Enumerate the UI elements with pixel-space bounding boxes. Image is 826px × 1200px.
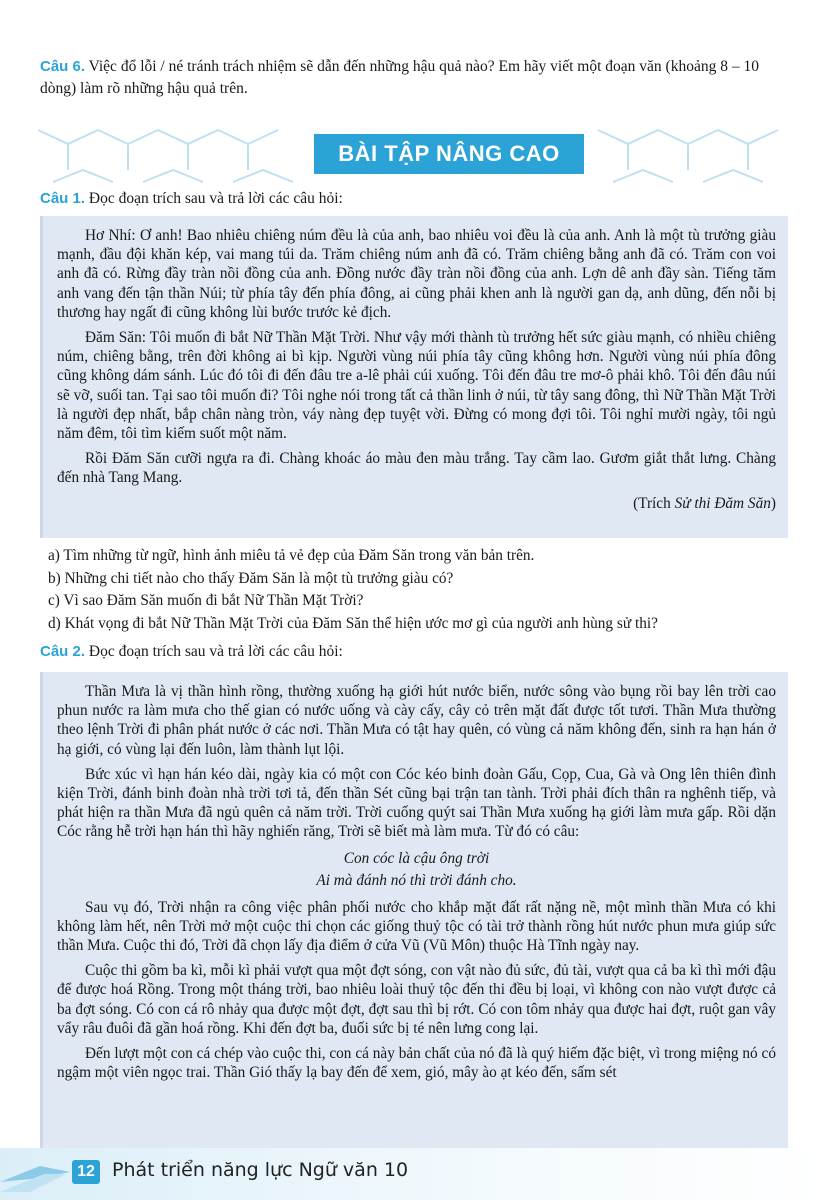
question-1-text: Đọc đoạn trích sau và trả lời các câu hỏi:: [85, 190, 343, 207]
book-title: Phát triển năng lực Ngữ văn 10: [112, 1159, 409, 1181]
source-suffix: ): [770, 494, 776, 512]
source-prefix: (Trích: [633, 494, 675, 512]
question-6-label: Câu 6.: [40, 58, 86, 75]
page-footer: [0, 1148, 826, 1200]
section-banner: [38, 120, 786, 186]
passage-box-2: [40, 672, 788, 1148]
question-1-label: Câu 1.: [40, 190, 86, 207]
passage-2-paragraph: Thần Mưa là vị thần hình rồng, thường xuống hạ giới hút nước biển, nước sông vào bụng rồi bay lên trời cao phun nước ra làm mưa cho thế gian có nước uống và cày cấy, cây cỏ trên mặt đất được tốt tươi. Thần Mưa thường theo lệnh Trời đi phân phát nước ở các nơi. Thần Mưa có tật hay quên, có vùng cả năm không đến, sinh ra hạn hán ở hạ giới, có vùng lại đến luôn, làm thành lụt lội.: [57, 683, 776, 758]
subquestion: b) Những chi tiết nào cho thấy Đăm Săn là một tù trưởng giàu có?: [48, 569, 454, 587]
question-2-heading: [40, 641, 343, 663]
question-1-heading: [40, 188, 343, 210]
passage-2-paragraph: Đến lượt một con cá chép vào cuộc thi, con cá này bản chất của nó đã là quý hiếm đặc biệt, vì trong miệng nó có ngậm một viên ngọc trai. Thần Gió thấy lạ bay đến để xem, gió, mây ào ạt kéo đến, sấm sét: [57, 1045, 776, 1082]
question-2-label: Câu 2.: [40, 643, 86, 660]
subquestion: a) Tìm những từ ngữ, hình ảnh miêu tả vẻ đẹp của Đăm Săn trong văn bản trên.: [48, 547, 535, 564]
question-2-text: Đọc đoạn trích sau và trả lời các câu hỏi:: [85, 643, 343, 660]
passage-1-paragraph: Hơ Nhí: Ơ anh! Bao nhiêu chiêng núm đều là của anh, bao nhiêu voi đều là của anh. Anh là một tù trưởng giàu mạnh, đầu đội khăn kép, vai mang túi da. Trăm chiêng núm anh đã có. Trăm chiêng bằng anh đã có. Trăm con voi anh đã có. Rừng đầy tràn nồi đồng của anh. Đồng nước đầy tràn nồi đồng của anh. Lợn dê anh đầy sàn. Tiếng tăm anh vang đến tận thần Núi; từ phía tây đến phía đông, ai cũng phải khen anh là người gan dạ, anh dũng, đến nỗi bị thương hay ngất đi cũng không lùi bước trước kẻ địch.: [57, 227, 776, 321]
poem-line: Ai mà đánh nó thì trời đánh cho.: [316, 871, 517, 889]
passage-2-paragraph: Bức xúc vì hạn hán kéo dài, ngày kia có một con Cóc kéo binh đoàn Gấu, Cọp, Cua, Gà và Ong lên thiên đình kiện Trời, đánh binh đoàn nhà trời tơi tả, đến thần Sét cũng bại trận tan tành. Trời phải đích thân ra nghênh tiếp, và phát hiện ra thần Mưa đã ngủ quên cả năm trời. Trời cuống quýt sai Thần Mưa xuống hạ giới làm mưa gấp. Rồi dặn Cóc rằng hễ trời hạn hán thì hãy nghiến răng, Trời sẽ biết mà làm mưa. Từ đó có câu:: [57, 765, 776, 841]
page-number: 12: [72, 1160, 100, 1184]
subquestion: c) Vì sao Đăm Săn muốn đi bắt Nữ Thần Mặt Trời?: [48, 592, 364, 609]
question-1-subquestions: [48, 545, 788, 635]
passage-box-1: [40, 216, 788, 538]
question-6: [40, 56, 790, 100]
source-title: Sử thi Đăm Săn: [674, 494, 771, 512]
arrow-icon: [0, 1148, 70, 1200]
section-title: BÀI TẬP NÂNG CAO: [314, 134, 584, 174]
poem-line: Con cóc là cậu ông trời: [343, 849, 490, 867]
subquestion: d) Khát vọng đi bắt Nữ Thần Mặt Trời của Đăm Săn thể hiện ước mơ gì của người anh hùng sử thi?: [48, 614, 658, 632]
passage-1-source: [57, 494, 776, 513]
passage-1-paragraph: Đăm Săn: Tôi muốn đi bắt Nữ Thần Mặt Trời. Như vậy mới thành tù trưởng hết sức giàu mạnh, có nhiều chiêng núm, chiêng bằng, trên đời không ai bì kịp. Người vùng núi phía tây cũng không hơn. Người vùng núi phía đông cũng không dám sánh. Lúc đó tôi đi đến đâu tre a-lê phải cúi xuống. Tôi đến đâu tre mơ-ô phải khô. Tôi đến đâu núi sẽ vỡ, suối tan. Tại sao tôi muốn đi? Tôi nghe nói trong tất cả thần linh ở núi, từ tây sang đông, thì Nữ Thần Mặt Trời là người đẹp nhất, bắp chân nàng tròn, váy nàng đẹp tuyệt vời. Đừng có mong đợi tôi. Tôi nghỉ mười ngày, tôi ngủ năm đêm, tôi tìm kiếm suốt một năm.: [57, 329, 776, 443]
question-6-text: Việc đổ lỗi / né tránh trách nhiệm sẽ dẫn đến những hậu quả nào? Em hãy viết một đoạn văn (khoảng 8 – 10 dòng) làm rõ những hậu quả trên.: [40, 58, 759, 97]
passage-2-paragraph: Cuộc thi gồm ba kì, mỗi kì phải vượt qua một đợt sóng, con vật nào đủ sức, đủ tài, vượt qua cả ba kì thì mới đậu để được hoá Rồng. Trong một tháng trời, bao nhiêu loài thuỷ tộc đến thi đều bị loại, vì không con nào vượt được cả ba đợt sóng. Có con cá rô nhảy qua được một đợt, đợt sau thì bị rớt. Có con tôm nhảy qua được hai đợt, ruột gan vây vẩy râu đuôi đã gần hoá rồng. Khi đến đợt ba, đuối sức bị té nên lưng cong lại.: [57, 962, 776, 1037]
passage-1-paragraph: Rồi Đăm Săn cưỡi ngựa ra đi. Chàng khoác áo màu đen màu trắng. Tay cầm lao. Gươm giắt thắt lưng. Chàng đến nhà Tang Mang.: [57, 450, 776, 487]
passage-2-paragraph: Sau vụ đó, Trời nhận ra công việc phân phối nước cho khắp mặt đất rất nặng nề, một mình thần Mưa có khi không làm hết, nên Trời mở một cuộc thi chọn các giống thuỷ tộc có tài trở thành rồng hút nước phun mưa giúp sức thần Mưa. Cuộc thi đó, Trời đã chọn lấy địa điểm ở cửa Vũ (Vũ Môn) thuộc Hà Tĩnh ngày nay.: [57, 898, 776, 955]
